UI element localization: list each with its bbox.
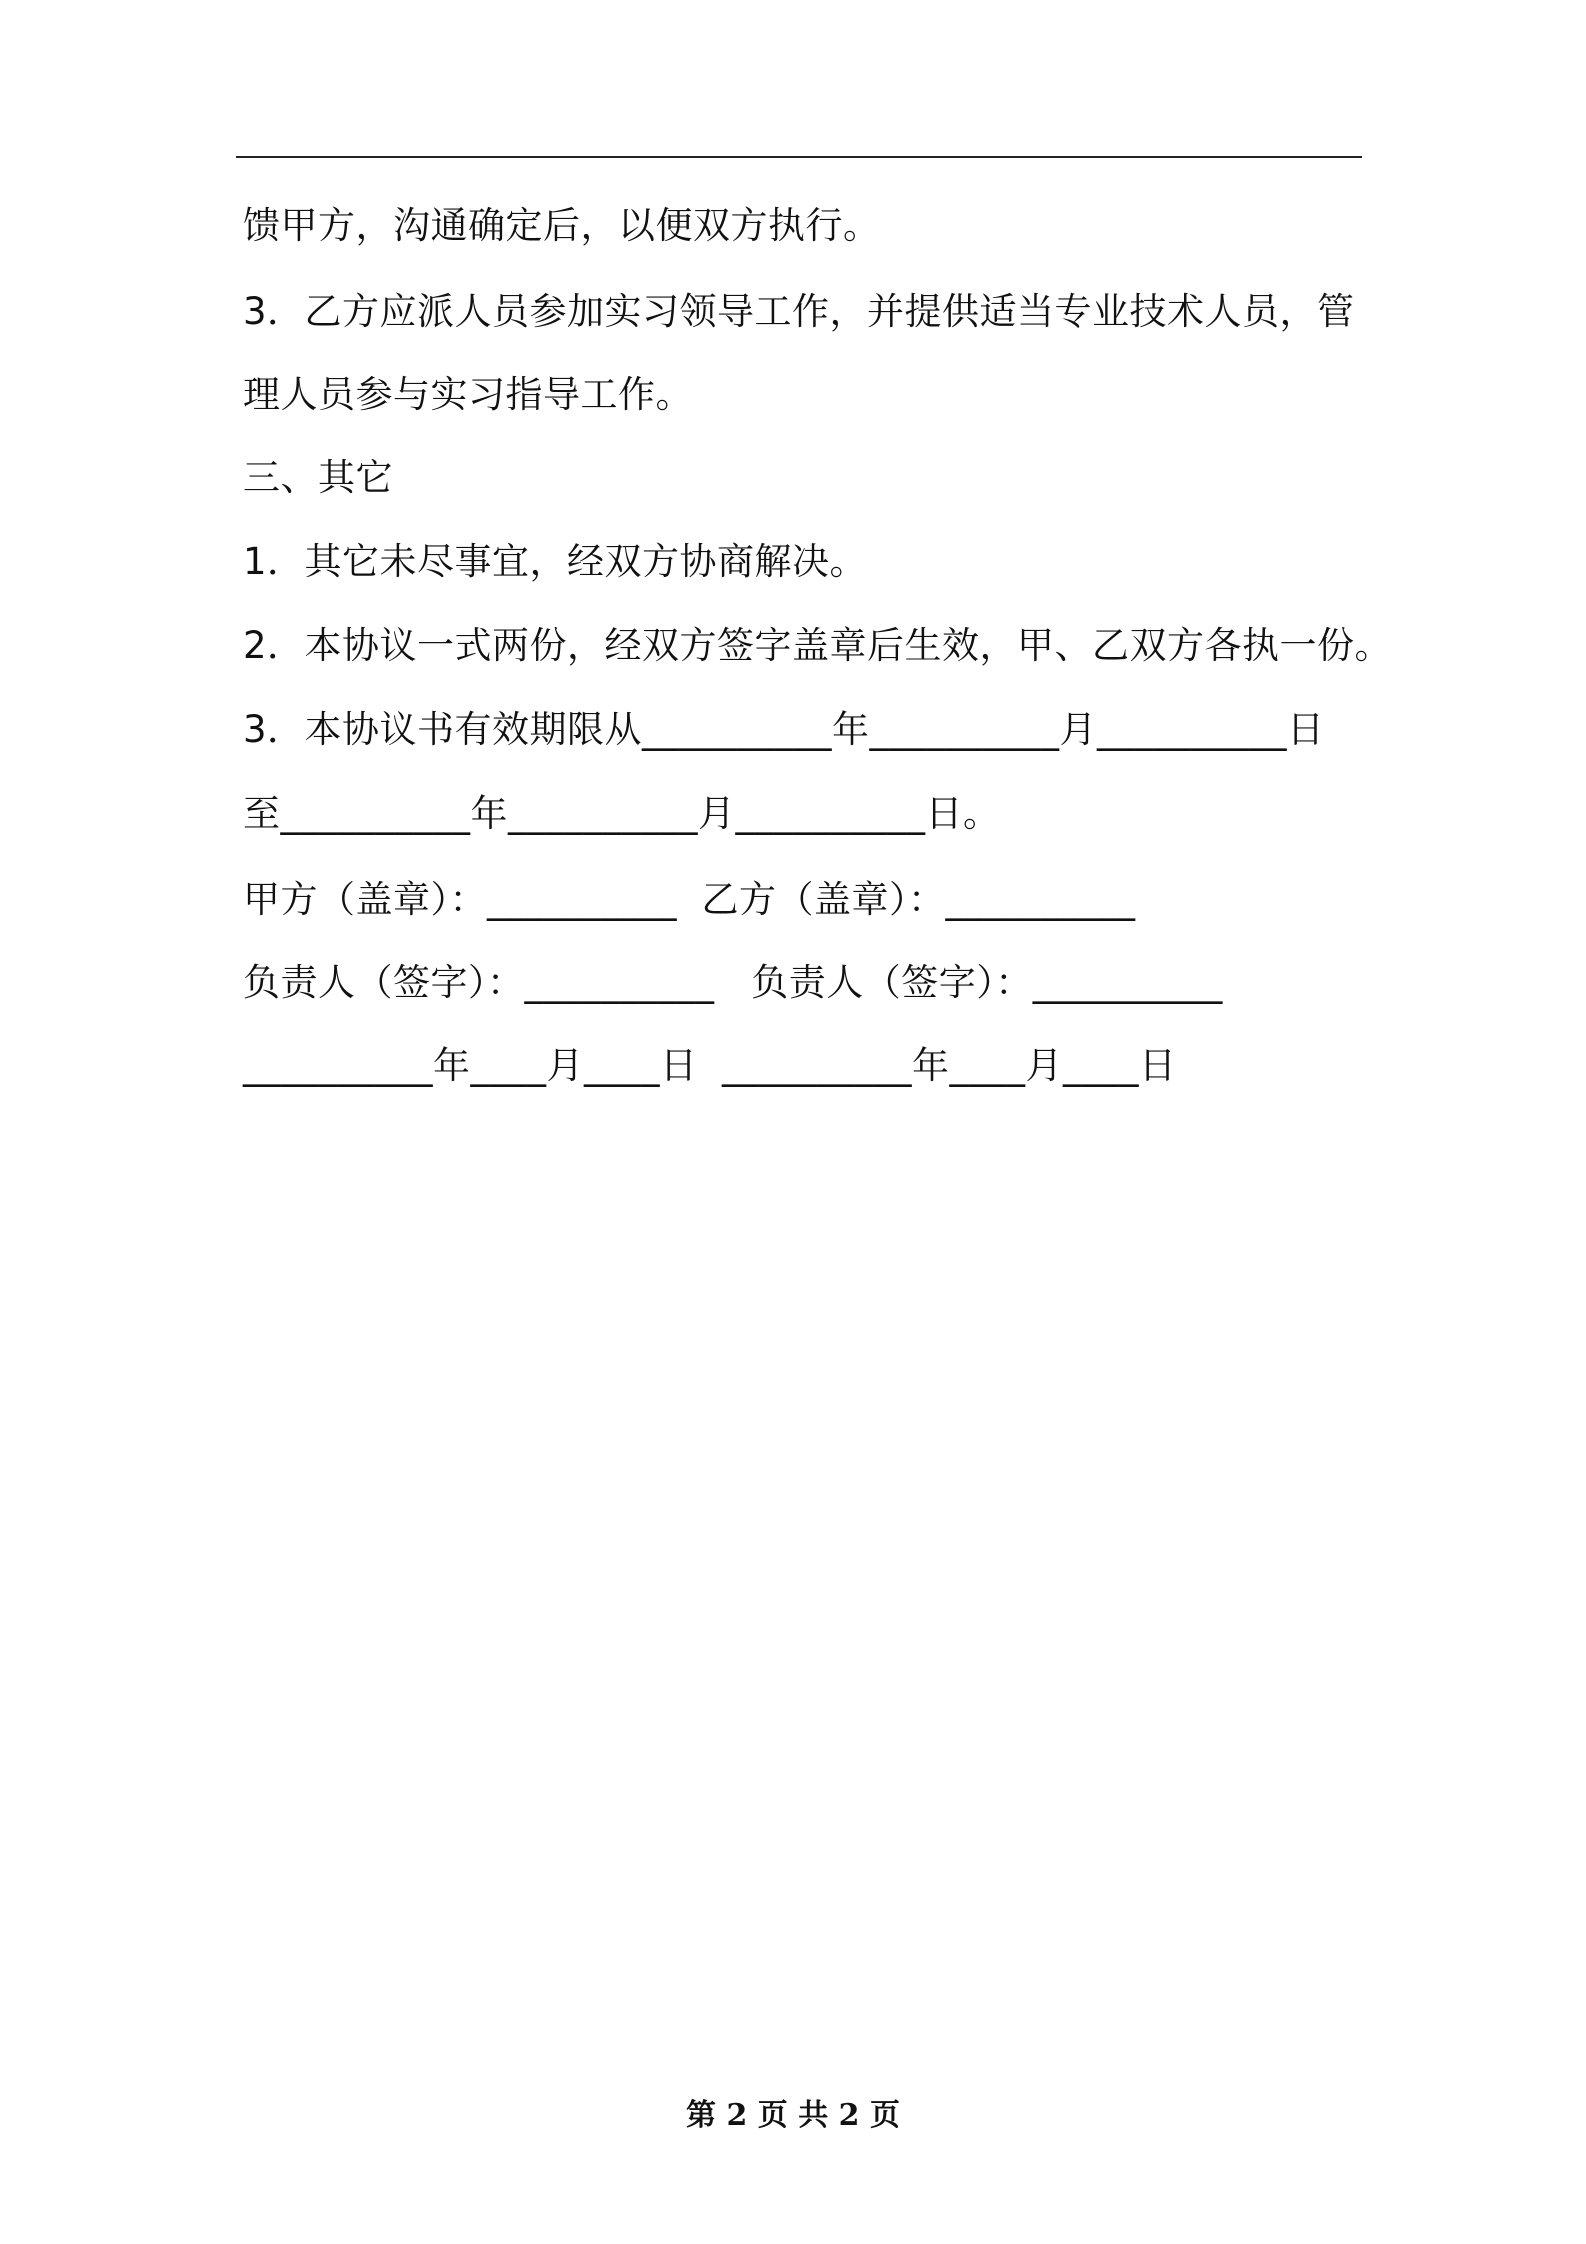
clause-3-validity-end: 至__________年__________月__________日。: [243, 792, 1001, 835]
paragraph-line-1: 馈甲方，沟通确定后，以便双方执行。: [243, 204, 881, 247]
header-rule: [236, 156, 1362, 158]
signature-line: 负责人（签字）：__________ 负责人（签字）：__________: [243, 961, 1223, 1004]
clause-2: 2．本协议一式两份，经双方签字盖章后生效，甲、乙双方各执一份。: [243, 624, 1393, 667]
section-heading-other: 三、其它: [243, 456, 393, 499]
page-number: 第 2 页 共 2 页: [686, 2098, 900, 2133]
seal-line: 甲方（盖章）：__________ 乙方（盖章）：__________: [243, 878, 1136, 921]
paragraph-line-2: 3．乙方应派人员参加实习领导工作，并提供适当专业技术人员，管: [243, 290, 1355, 333]
paragraph-line-3: 理人员参与实习指导工作。: [243, 373, 693, 416]
clause-1: 1．其它未尽事宜，经双方协商解决。: [243, 540, 868, 583]
date-line: __________年____月____日 __________年____月____日: [243, 1044, 1177, 1087]
clause-3-validity: 3．本协议书有效期限从__________年__________月__________日: [243, 708, 1325, 751]
